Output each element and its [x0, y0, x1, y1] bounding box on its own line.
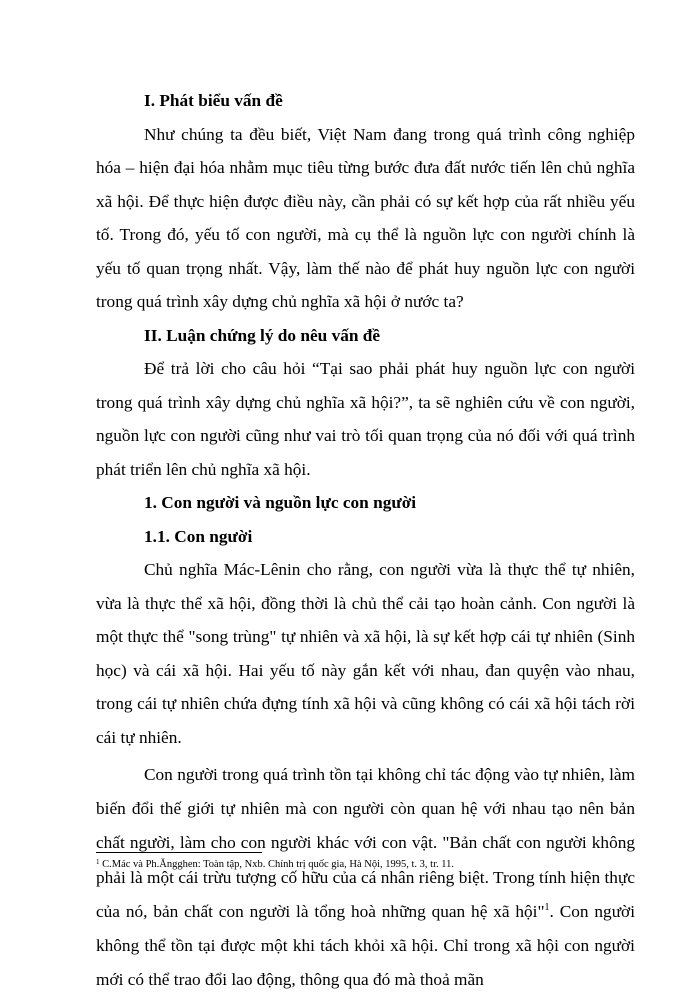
- social-essence-paragraph: [96, 758, 635, 997]
- section-2-paragraph: Để trả lời cho câu hỏi “Tại sao phải phát huy nguồn lực con người trong quá trình xây dựng chủ nghĩa xã hội?”, ta sẽ nghiên cứu về con người, nguồn lực con người cũng như vai trò tối quan trọng của nó đối với quá trình phát triển lên chủ nghĩa xã hội.: [96, 359, 635, 479]
- social-essence-text-part-1: Con người trong quá trình tồn tại không chỉ tác động vào tự nhiên, làm biến đổi thế giới tự nhiên mà con người còn quan hệ với nhau tạo nên bản chất người, làm cho con người khác với con vật. "Bản chất con người không phải là một cái trừu tượng cố hữu của cá nhân riêng biệt. Trong tính hiện thực của nó, bản chất con người là tổng hoà những quan hệ xã hội": [96, 765, 635, 921]
- social-essence-text-part-2: . Con người không thể tồn tại được một khi tách khỏi xã hội. Chỉ trong xã hội con người mới có thể trao đổi lao động, thông qua đó mà thoả mãn: [96, 901, 635, 990]
- footnote: [96, 858, 636, 872]
- human-nature-paragraph: Chủ nghĩa Mác-Lênin cho rằng, con người vừa là thực thể tự nhiên, vừa là thực thể xã hội, đồng thời là chủ thể cải tạo hoàn cảnh. Con người là một thực thể "song trùng" tự nhiên và xã hội, là sự kết hợp cái tự nhiên (Sinh học) và cái xã hội. Hai yếu tố này gắn kết với nhau, đan quyện vào nhau, trong cái tự nhiên chứa đựng tính xã hội và cũng không có cái xã hội tách rời cái tự nhiên.: [96, 560, 635, 747]
- subsection-heading: 1. Con người và nguồn lực con người: [144, 493, 417, 512]
- footnote-separator: [96, 852, 262, 853]
- section-1-paragraph: Như chúng ta đều biết, Việt Nam đang trong quá trình công nghiệp hóa – hiện đại hóa nhằm mục tiêu từng bước đưa đất nước tiến lên chủ nghĩa xã hội. Để thực hiện được điều này, cần phải có sự kết hợp của rất nhiều yếu tố. Trong đó, yếu tố con người, mà cụ thể là nguồn lực con người chính là yếu tố quan trọng nhất. Vậy, làm thế nào để phát huy nguồn lực con người trong quá trình xây dựng chủ nghĩa xã hội ở nước ta?: [96, 124, 635, 311]
- subsubsection-heading: 1.1. Con người: [144, 526, 253, 546]
- footnote-text: C.Mác và Ph.Ăngghen: Toàn tập, Nxb. Chính trị quốc gia, Hà Nội, 1995, t. 3, tr. 11.: [99, 859, 454, 870]
- footnote-reference[interactable]: 1: [544, 901, 550, 913]
- section-2-heading: II. Luận chứng lý do nêu vấn đề: [144, 325, 381, 345]
- section-1-heading: I. Phát biểu vấn đề: [144, 91, 283, 110]
- footnote-marker: 1: [96, 858, 100, 866]
